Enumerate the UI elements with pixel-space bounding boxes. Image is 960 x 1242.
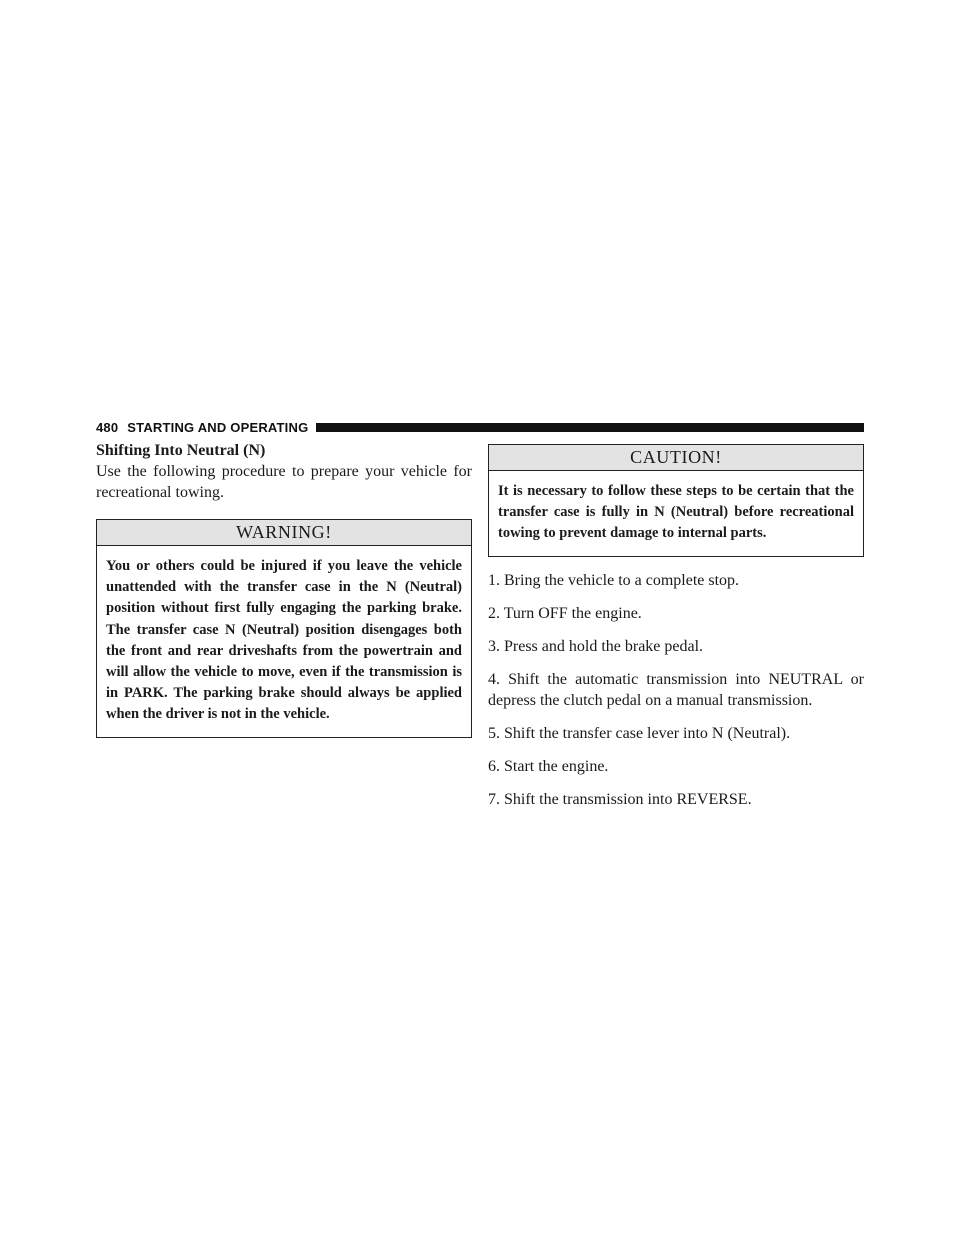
right-column: [488, 444, 864, 822]
step-item: 1. Bring the vehicle to a complete stop.: [488, 571, 740, 589]
section-subheading: Shifting Into Neutral (N): [96, 442, 266, 459]
caution-title: CAUTION!: [489, 445, 863, 471]
section-title: STARTING AND OPERATING: [127, 419, 309, 435]
warning-body: You or others could be injured if you leave the vehicle unattended with the transfer case in the N (Neutral) position without first fully engaging the parking brake. The transfer case N (Neutral) position disengages both the front and rear driveshafts from the powertrain and will allow the vehicle to move, even if the transmission is in PARK. The parking brake should always be applied when the driver is not in the vehicle.: [106, 558, 462, 723]
left-column: [96, 440, 472, 738]
caution-body: It is necessary to follow these steps to be certain that the transfer case is fully in N (Neutral) before recreational towing to prevent damage to internal parts.: [498, 483, 854, 542]
header-rule: [316, 423, 864, 432]
step-item: 2. Turn OFF the engine.: [488, 604, 642, 622]
step-item: 5. Shift the transfer case lever into N (Neutral).: [488, 724, 791, 742]
caution-box: [488, 444, 864, 557]
procedure-steps: [488, 570, 864, 810]
step-item: 7. Shift the transmission into REVERSE.: [488, 790, 752, 808]
step-item: 3. Press and hold the brake pedal.: [488, 637, 704, 655]
intro-paragraph: Use the following procedure to prepare your vehicle for recreational towing.: [96, 463, 472, 501]
warning-box: [96, 519, 472, 738]
step-item: 6. Start the engine.: [488, 757, 609, 775]
step-item: 4. Shift the automatic transmission into NEUTRAL or depress the clutch pedal on a manual transmission.: [488, 670, 864, 709]
warning-title: WARNING!: [97, 520, 471, 546]
page-number: 480: [96, 419, 119, 435]
page-header: [96, 418, 864, 436]
